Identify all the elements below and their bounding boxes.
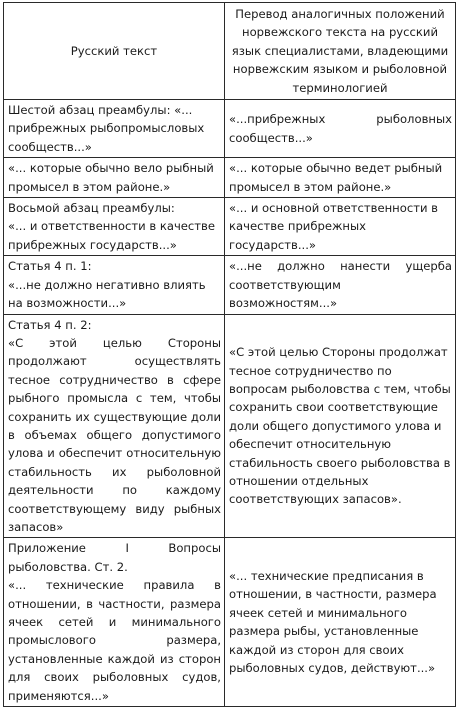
cell-text: Статья 4 п. 2: (8, 317, 92, 332)
cell-russian (4, 538, 225, 707)
cell-text: «...прибрежных рыболовных сообществ...» (229, 112, 452, 145)
cell-translation (225, 314, 456, 538)
comparison-table (3, 2, 456, 707)
cell-translation (225, 158, 456, 198)
cell-text: «... и основной ответственности в качестве прибрежных государств...» (229, 201, 439, 252)
header-norwegian-translation: Перевод аналогичных положений норвежского текста на русский язык специалистами, владеющими норвежским языком и рыболовной терминологией (225, 3, 456, 100)
cell-translation (225, 538, 456, 707)
table-row (4, 100, 456, 158)
cell-russian (4, 198, 225, 256)
cell-text: Приложение I Вопросы рыболовства. Ст. 2. (8, 541, 221, 574)
table-row (4, 198, 456, 256)
cell-text: Шестой абзац преамбулы: «... прибрежных рыбопромысловых сообществ...» (8, 103, 205, 154)
cell-text: «... и ответственности в качестве прибрежных государств...» (8, 219, 216, 252)
cell-translation (225, 198, 456, 256)
cell-russian (4, 256, 225, 314)
table-row (4, 158, 456, 198)
cell-russian (4, 314, 225, 538)
cell-text: «... которые обычно ведет рыбный промысел в этом районе.» (229, 161, 443, 194)
table-header-row (4, 3, 456, 100)
table-row (4, 538, 456, 707)
cell-text: «С этой целью Стороны продолжат тесное сотрудничество по вопросам рыболовства с тем, чтобы сохранить свои соответствующие доли общего допустимого улова и обеспечит относительную стабильность своего рыболовства в отношении отдельных соответствующих запасов». (229, 345, 451, 507)
header-russian-text: Русский текст (4, 3, 225, 100)
cell-text: «... технические правила в отношении, в частности, размера ячеек сетей и минимального промыслового размера, установленные каждой из сторон для своих рыболовных судов, применяются...» (8, 578, 221, 703)
table-row (4, 256, 456, 314)
cell-text: «С этой целью Стороны продолжают осуществлять тесное сотрудничество в сфере рыбного промысла с тем, чтобы сохранить их существующие доли в объемах общего допустимого улова и обеспечит относительную стабильность их рыболовной деятельности по каждому соответствующему виду рыбных запасов» (8, 335, 221, 534)
cell-translation (225, 100, 456, 158)
cell-text: Статья 4 п. 1: (8, 259, 92, 274)
cell-text: «...не должно нанести ущерба соответствующим возможностям...» (229, 259, 452, 311)
table-row (4, 314, 456, 538)
cell-text: «...не должно негативно влиять на возможности...» (8, 277, 206, 311)
cell-text: «... технические предписания в отношении, в частности, размера ячеек сетей и минимального размера рыбы, установленные каждой из сторон для своих рыболовных судов, действуют...» (229, 568, 437, 676)
cell-russian (4, 100, 225, 158)
cell-text: Восьмой абзац преамбулы: (8, 201, 175, 216)
cell-translation (225, 256, 456, 314)
cell-text: «... которые обычно вело рыбный промысел в этом районе.» (8, 161, 214, 194)
cell-russian (4, 158, 225, 198)
